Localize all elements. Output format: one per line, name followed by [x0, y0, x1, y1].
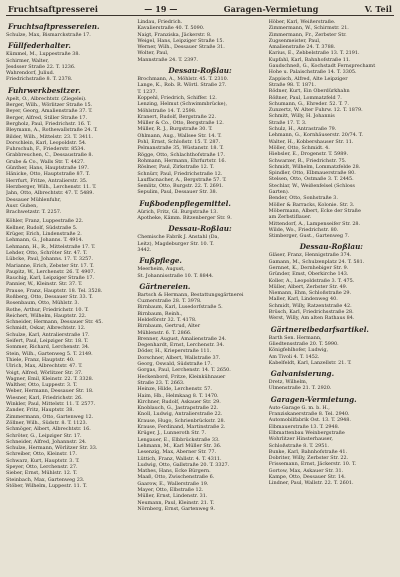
- directory-entry: Krause, Hugo, Schrienbrückstr. 28.: [137, 417, 226, 424]
- section-heading: Gärtnereibedarfsartikel.: [270, 324, 369, 334]
- directory-entry: Schumann, G., Ehreder. 52. T. 7.: [268, 100, 349, 107]
- column-1: [6, 19, 131, 572]
- directory-entry: Straße 98. T. 1871.: [268, 81, 316, 88]
- directory-entry: Höber, Karl, Weißerstraße.: [268, 19, 336, 25]
- directory-entry: Gortow, Max, Askauer Str. 31.: [268, 467, 344, 474]
- directory-entry: Apelt, O., Albrechtstr. (Ziegelei).: [6, 95, 87, 102]
- directory-entry: Maller, Karl, Lindenweg 40.: [268, 296, 338, 303]
- directory-entry: Bleymann, A., Rothewallstraße 24. T.: [6, 127, 98, 134]
- directory-entry: Pannier, W., Kleinstr. Str. 37. T.: [6, 281, 83, 288]
- directory-entry: Schulze, Hermann, Wörlitzer Str. 33.: [6, 445, 98, 452]
- directory-entry: Maaß, Otto, Zwischenstraße 6.: [137, 474, 215, 481]
- directory-entry: Winkler, Paul, Mittelstr. 11. T. 2577.: [6, 401, 96, 408]
- directory-entry: St. Johannisstraße 10. T. 8844.: [137, 272, 214, 279]
- directory-entry: Rosenbaum, Otto, Mühlstr. 3.: [6, 300, 80, 307]
- directory-entry: Lauffacnacher, A., Bergstraße 57. T.: [137, 176, 227, 183]
- directory-entry: Dorschner, Albert, Wallstraße 37.: [137, 354, 221, 361]
- directory-entry: Ulmenstraße 21. T. 2920.: [268, 385, 332, 392]
- directory-entry: Berger, Wilh., Wörlitzer Straße 15.: [6, 102, 93, 109]
- directory-entry: Gaudschneß, G., Kochstadt Fernsprechamt: [268, 63, 376, 70]
- directory-entry: Müller & Co., Otto, Bergstraße 12.: [137, 120, 224, 127]
- directory-entry: Dessauer Mühlenfuhr,: [6, 196, 62, 203]
- section-heading: Garagen-Vermietung.: [270, 394, 357, 404]
- section-heading: Dessau-Roßlau:: [299, 242, 363, 252]
- directory-entry: Zunzertz, W. Alter Fuhrw. 12. T. 1879.: [268, 107, 363, 114]
- directory-entry: Am Tivoli 4. T. 1452.: [268, 353, 320, 360]
- directory-entry: Mayer, Otto, Elbstraße 12.: [137, 487, 204, 493]
- directory-entry: Brüsch, Karl, Friedrichsstraße 28.: [268, 309, 354, 316]
- directory-entry: Gründer, Emst, Oberkirche 143.: [268, 271, 349, 278]
- directory-entry: Bartsch & Hermann, Bestattungsgärtnerei: [137, 291, 244, 298]
- directory-entry: Zimmermann, W., Schirmstr. 21.: [268, 25, 349, 32]
- running-head: [6, 4, 394, 16]
- directory-entry: Zöllner, Wilh., Südstr. 8. T. 1123.: [6, 419, 88, 426]
- directory-entry: Pohl, Ernst, Schloßstr. 15. T. 287.: [137, 139, 221, 146]
- directory-entry: Stechlar, W., Weißenfelsel (Schloss: [268, 182, 355, 189]
- directory-entry: Mittendorf, A., Lampenseifer Str. 28.: [268, 220, 361, 227]
- directory-entry: Sommer, Richard, Lerchenstr. 34.: [6, 344, 90, 351]
- directory-entry: Hiebsler, E., Drogenstr. T. 5989.: [268, 151, 349, 158]
- directory-entry: Semlitz, Otto, Burgstr. 22. T. 2691.: [137, 183, 224, 190]
- directory-entry: Schwarz, Kurt, Hauptstr. 3. T.: [6, 457, 80, 464]
- directory-entry: Ulrich, Max, Albrechtstr. 47. T.: [6, 363, 83, 370]
- directory-entry: Zappisch, Alfred, Alte Leipziger: [268, 75, 348, 82]
- directory-entry: Gorgas, Paul, Lerchenstr. 14. T. 2650.: [137, 367, 231, 374]
- directory-entry: Rößner, Paul, Lommatzfeld 7.: [268, 94, 342, 101]
- directory-entry: Niemann, Ehm, Schloßstraße 29.: [268, 290, 352, 297]
- directory-entry: Krause, Ferdinand, Martinstraße 2.: [137, 424, 226, 431]
- directory-entry: Gernnet, K., Dernhebiger Str. 9.: [268, 264, 349, 271]
- directory-entry: Schulz, H., Antrastraße 79.: [268, 126, 337, 133]
- directory-entry: Herzberger, Wilh., Lerchenstr. 11. T.: [6, 183, 97, 190]
- directory-entry: Wolter, Paul,: [137, 50, 169, 57]
- directory-entry: Schwarzer, R., Friedrichstr. 75.: [268, 157, 347, 164]
- directory-entry: Wilde, Wo., Friedrichstr. 80.: [268, 226, 339, 233]
- directory-entry: Schulze, Karl, Antralierstraße 17.: [6, 331, 90, 338]
- directory-entry: Müller, Ernst, Lindenstr. 31.: [137, 493, 208, 500]
- directory-entry: Georg, Oswald, Südstraße 17.: [137, 361, 212, 368]
- directory-entry: Zimmermann, Otto, Gartenweg 12.: [6, 413, 94, 420]
- directory-entry: Fuhrschuh, F., Friederstr. 8534.: [6, 146, 86, 153]
- directory-entry: Degenhardt, Ernst, Lerchenstr. 34.: [137, 342, 225, 349]
- directory-entry: Schreiber, Otto, Kleinstr. 17.: [6, 451, 77, 458]
- directory-entry: Hohe u. Palaischstraße 14. T. 3305.: [268, 69, 357, 76]
- directory-entry: Friedrichstraße 8. T. 2378.: [6, 76, 73, 83]
- directory-entry: Dobriter, Willy, Zerbster Str. 22.: [268, 455, 349, 462]
- directory-entry: Öhlmann, Aug., Wallsee Str. 14. T.: [137, 132, 222, 139]
- column-3: [269, 19, 394, 572]
- directory-entry: Mathes, Hans, Ecke Bürgern.: [137, 468, 211, 475]
- directory-entry: Zimmermann, Fr., Zerbster Str.: [268, 31, 347, 38]
- section-heading: Füllfederhalter.: [8, 41, 71, 51]
- directory-entry: Weber, Hermann, Dessauer Str. 18.: [6, 388, 94, 395]
- directory-entry: Kümmel, M., Luppestraße 38.: [6, 51, 80, 58]
- directory-entry: Bender, Otto, Sonhstraße 3.: [268, 195, 338, 202]
- directory-entry: Birnbaum, Gertrud, Alter: [137, 323, 201, 330]
- directory-entry: Knoblauch, G., Jastrapstraße 22.: [137, 405, 219, 412]
- directory-entry: Lengauer, E., Elbbrückstraße 33.: [137, 436, 220, 443]
- column-2: [137, 19, 262, 572]
- directory-entry: Leitz), Magdeburger Str. 10. T.: [137, 240, 214, 247]
- directory-entry: Möller & Barracks, Kolonie. Str. 3.: [268, 201, 355, 208]
- directory-entry: Mühlenstr. 6. T. 2866.: [137, 329, 192, 336]
- directory-entry: Bunke, Karl, Bahnhofstraße 41.: [268, 448, 348, 455]
- directory-entry: Ausr. Guben,: [6, 202, 38, 209]
- directory-entry: Brachwetzstr. T. 2257.: [6, 209, 62, 216]
- directory-entry: Lehmann, G., Kornhäuserstr. 20/74. T.: [268, 132, 363, 139]
- directory-entry: Auto-Garage G. m. b. H.,: [268, 404, 330, 411]
- directory-entry: Berger, Alfred, Stiller Straße 17.: [6, 114, 87, 121]
- directory-entry: Günther, Hans, Hauptstraße 197.: [6, 165, 89, 172]
- directory-entry: Amalienstraße 24. T. 3788.: [268, 44, 336, 51]
- directory-entry: Zander, Fritz, Hauptstr. 38.: [6, 407, 74, 414]
- directory-entry: Beyer, Georg, Amalienstraße 37. T.: [6, 108, 93, 115]
- directory-entry: Stöber, Wilhelm, Luppestr. 11. T.: [6, 482, 87, 489]
- part-label: V. Teil: [364, 4, 392, 14]
- directory-entry: Kirchner, Rudolf, Askauer Str. 29.: [137, 398, 221, 405]
- directory-entry: Schmidt, Wilhelm, Lommatzfelde 28.: [268, 163, 361, 170]
- directory-entry: Aürich, Fritz, Gl. Burgstraße 13.: [137, 208, 218, 215]
- directory-entry: Rögge, Otto, Schlachthofstraße 17.: [137, 151, 225, 158]
- section-heading: Fuhrwerkbesitzer.: [8, 85, 81, 95]
- directory-entry: Rothe, Arthur, Friedrichstr. 10. T.: [6, 306, 89, 313]
- directory-entry: Lehmann, G., Johanns. T. 4914.: [6, 237, 84, 244]
- directory-entry: Schneider, Alfred, Johannstr. 24.: [6, 438, 87, 445]
- directory-entry: Brenner, August, Amalienstraße 24.: [137, 335, 227, 342]
- directory-entry: Mannstraße 24. T. 2397.: [137, 56, 198, 63]
- page-number: — 19 —: [144, 4, 178, 14]
- directory-entry: Kupfahl, Karl, Bahnhofstraße 11.: [268, 56, 351, 63]
- directory-entry: Apotheke, Kämm. Bitzenberger Str. 9.: [137, 215, 232, 222]
- directory-entry: Rödner, Kurt, Ein Oberdürkhahn: [268, 88, 350, 95]
- directory-entry: Jesdsser Straße 22. T. 1236.: [6, 63, 76, 70]
- directory-entry: Zugsenmeister, Paul,: [268, 37, 321, 44]
- directory-entry: Naigt, Franziska, Jäckerstr. 8.: [137, 31, 212, 38]
- directory-entry: Gläser, Franz, Hennigstraße 374.: [268, 252, 352, 259]
- directory-entry: Lindner, Paul, Wallstr. 22. T. 2601.: [268, 480, 354, 487]
- directory-entry: 3442.: [137, 246, 152, 253]
- directory-entry: Kranert, Rudolf, Bergstraße 22.: [137, 113, 217, 120]
- directory-entry: T. 1237.: [137, 88, 157, 95]
- directory-entry: Straße 23. T. 2663.: [137, 379, 185, 386]
- directory-entry: Werner, Wilh., Dessauer Straße 31.: [137, 44, 225, 51]
- directory-entry: Knoll, Ludwig, Antralierstraße 22.: [137, 411, 223, 418]
- directory-entry: Kellner, Rudolf, Südstraße 5.: [6, 224, 78, 231]
- directory-entry: Reichert, Wilhelm, Hauptstr. 22.: [6, 312, 87, 319]
- section-heading: Dessau-Roßlau:: [168, 66, 232, 76]
- directory-entry: Koppehl, Friedrich, Schiffer. 12.: [137, 94, 217, 101]
- directory-entry: Dorschlein, Karl, Leopoldstr. 54.: [6, 139, 87, 146]
- directory-entry: Bergholz, Paul, Friedrichstr. 16. T.: [6, 120, 92, 127]
- directory-entry: Sieber, Ernst, Mühlstr. 12. T.: [6, 470, 78, 477]
- directory-entry: Kabelfeldt, Karl, Lanzellstr. 21. T.: [268, 359, 352, 366]
- directory-entry: Kavalierstraße 40. T. 5090.: [137, 25, 205, 32]
- directory-entry: Schmidt, Oskar, Albrechtstr. 12.: [6, 325, 86, 332]
- directory-entry: Schnürr, Paul, Friedrichstraße 12.: [137, 170, 223, 177]
- directory-entry: Stelsen, Otto, Ostmaße 3. T. 2445.: [268, 176, 354, 183]
- directory-entry: Königfehlhofer, Ludwig,: [268, 347, 329, 354]
- directory-entry: Karius, E., Zebbelstraße 13. T. 2191.: [268, 50, 360, 57]
- directory-entry: Walter, H., Kobbershauser Str. 11.: [268, 138, 354, 145]
- running-head-right: Garagen-Vermietung: [223, 4, 319, 14]
- directory-entry: Birnbaum, Karl, Lusedorfstraße 5.: [137, 304, 223, 311]
- directory-entry: Koller, A., Leopoldstraße 3. T. 475.: [268, 277, 355, 284]
- directory-entry: Spindler, Otto, Elbmauerstraße 80.: [268, 170, 356, 177]
- directory-entry: Wahrendorf, Juliud.: [6, 70, 55, 77]
- directory-entry: Lehmann, H., R., Mittelstraße 17. T.: [6, 243, 96, 250]
- directory-entry: Grube & Co., Walls Str. T. 4427.: [6, 158, 85, 165]
- directory-entry: Haim, Hb., Helmkaag 8. T. 1470.: [137, 392, 219, 399]
- directory-entry: Marianne, Erich, Zebster Str. 17. T.: [6, 262, 94, 269]
- directory-entry: Krüger, J., Lunneroth Str. 7.: [137, 430, 207, 437]
- section-heading: Dessau-Roßlau:: [168, 224, 232, 234]
- directory-entry: am Zerbstiflauer.: [268, 214, 312, 221]
- section-heading: Fußbodenpflegemittel.: [139, 198, 231, 208]
- directory-entry: Brochmann, A., Möhlstr. 45. T. 2310.: [137, 76, 229, 83]
- directory-entry: Thiele, Franz, Hauptstr. 40.: [6, 356, 75, 363]
- directory-entry: Heckenbord, Fritze, Kleinkühnauer: [137, 373, 226, 380]
- directory-entry: Kampe, Otto, Dessauer Str. 14.: [268, 474, 346, 480]
- directory-entry: Straße 17. T. 3.: [268, 119, 307, 126]
- directory-entry: Schmöger, Albert, Albrechtstr. 16.: [6, 426, 91, 433]
- directory-entry: Lüttich, Franz, Wallstr. 4. T. 4311.: [137, 455, 222, 462]
- directory-entry: Wohrlitzer Hinsterhauser,: [268, 436, 333, 443]
- directory-entry: Müller, R. J., Burgstraße 30. T.: [137, 126, 213, 133]
- directory-entry: Barth Sen. Hermann,: [268, 334, 322, 341]
- directory-entry: Franziskanerstraße 8. Tel. 2940.: [268, 411, 350, 418]
- directory-entry: Wagner, Emil, Kleinstr. 22. T. 3328.: [6, 375, 94, 382]
- directory-entry: Voigt, Alfred, Wörlitzer Str. 37.: [6, 369, 83, 376]
- directory-entry: Schloßstraße 8. T. 2951.: [268, 442, 329, 449]
- section-heading: Fußpflege.: [139, 256, 182, 266]
- directory-entry: Lehder, Otto, Schröter Str. 47. T.: [6, 249, 88, 256]
- directory-entry: Cuznerstraße 28. T. 3978.: [137, 298, 202, 305]
- directory-entry: Neumann, Paul, Kleinstr. 21. T.: [137, 499, 215, 506]
- directory-entry: Jahn, Otto, Albrechtstr. 47. T. 5489.: [6, 190, 94, 197]
- directory-entry: Rauchig, Karl, Leipziger Straße 17.: [6, 275, 95, 282]
- directory-entry: Bilder, Wilh., Mittelstr. 23. T. 3411.: [6, 133, 93, 140]
- directory-entry: Möller, Otto, Schmidt. 4.: [268, 144, 330, 151]
- directory-entry: Meerheim, August,: [137, 266, 185, 273]
- directory-entry: Prause, Franz, Hauptstr. 18. Tel. 3528.: [6, 287, 103, 294]
- directory-entry: Heldeförstr 32. T. 4178.: [137, 316, 197, 323]
- directory-entry: Gaarow, E., Wallerstraße 19.: [137, 480, 209, 487]
- directory-entry: Köhler, Franz, Luppestraße 22.: [6, 218, 84, 225]
- directory-entry: Chemische Fabrik J. Anstahl (Da,: [137, 234, 220, 241]
- directory-entry: Pelmanstraße 35, Wüstanstr. 18. T.: [137, 145, 224, 152]
- directory-entry: Lübcke, Paul, Johanns. 17. T. 3257.: [6, 256, 93, 263]
- directory-entry: Automobilfabrik Ost. 13. T. 2948.: [268, 417, 351, 424]
- directory-entry: Lenzing, Helmut (Schwimmbrücke),: [137, 101, 228, 108]
- directory-entry: Gamann, M., Schulzenplatz 24. T. 581.: [268, 258, 365, 265]
- directory-entry: Roßberg, Otto, Dessauer Str. 33. T.: [6, 293, 93, 300]
- directory-entry: Stein, Wilh., Gartenweg 5. T. 2149.: [6, 350, 93, 357]
- directory-entry: Schmidt, Willy, Ratzentstraße 42.: [268, 302, 352, 309]
- directory-entry: Speyer, Otto, Lerchenstr. 27.: [6, 464, 78, 470]
- directory-entry: Grabbreuchen, C., Dessaustraße 8.: [6, 152, 94, 159]
- directory-entry: Herrfurt, Fritze, Antralierstr. 35.: [6, 177, 88, 184]
- directory-entry: Schneider, Hermann, Dessauer Str. 45.: [6, 319, 103, 326]
- directory-entry: Möhlstraße 14. T. 2598.: [137, 107, 197, 114]
- columns: [6, 19, 394, 572]
- directory-entry: Werst, Willy, Am alten Rathaus 84.: [268, 315, 355, 322]
- directory-entry: Lesenzig, Max, Aberner Str. 77.: [137, 449, 217, 456]
- directory-entry: Gliedtensstraße 20. T. 5990.: [268, 340, 339, 347]
- section-heading: Gärtnereien.: [139, 281, 191, 291]
- directory-entry: Hänicke, Otto, Hauptstraße 87. T.: [6, 171, 90, 178]
- directory-entry: Birnbaum, Reinh.,: [137, 310, 183, 317]
- directory-entry: Möbermann, Albert, Ecke der Straße: [268, 207, 361, 214]
- directory-entry: Ludwig, Otto, Gallstraße 20. T. 3327.: [137, 461, 230, 468]
- directory-entry: Stimberger, Gust., Gartenweg 7.: [268, 233, 350, 240]
- section-heading: Fruchtsaftpressereien.: [8, 22, 100, 31]
- directory-entry: Röslner, Paul, Zirkstraße 12. T.: [137, 164, 214, 171]
- directory-entry: Dretz, Wilhelm,: [268, 379, 308, 386]
- directory-entry: Schulze, Max, Bismarckstraße 17.: [6, 32, 91, 38]
- directory-entry: Schröter, G., Leipziger Str. 17.: [6, 432, 82, 439]
- directory-entry: Elbmauerstraße 13. T. 2948.: [268, 423, 340, 430]
- directory-entry: Steinbach, Max, Gartenweg 23.: [6, 476, 85, 483]
- directory-entry: Seifert, Paul, Leipziger Str. 18. T.: [6, 338, 89, 345]
- directory-entry: Schmitt, Willy, H. Johannis: [268, 113, 335, 120]
- directory-entry: Döder, H., Krieperstraße 111.: [137, 348, 212, 355]
- directory-entry: Krüger, Erich, Lindenstraße 2.: [6, 231, 82, 238]
- directory-entry: Lehmann, M., Karl Müller Str. 36.: [137, 442, 222, 449]
- directory-entry: Rohmann, Hermann, Ehrfurtstr. 16.: [137, 157, 227, 164]
- directory-entry: Wiesner, Karl, Friedrichstr. 26.: [6, 394, 83, 401]
- directory-entry: Weigel, Hans, Leipziger Straße 15.: [137, 37, 225, 44]
- directory-entry: Garten).: [268, 189, 290, 196]
- directory-entry: Lindau, Friedrich.: [137, 19, 183, 25]
- directory-entry: Nörnberg, Ernst, Gartenweg 9.: [137, 505, 215, 512]
- directory-entry: Frissemann, Ernst, Jäckerstr. 10. T.: [268, 461, 357, 468]
- directory-entry: Elbmattenbau Weinbergstraße: [268, 429, 345, 436]
- running-head-left: Fruchtsaftpresserei: [8, 4, 99, 14]
- directory-entry: Walther, Otto, Luppestr. 3. T.: [6, 382, 78, 389]
- directory-entry: Paupitz, W., Lerchenstr. 26. T. 4907.: [6, 268, 96, 275]
- directory-entry: Lange, K., Rob. R. Wörtl. Straße 27.: [137, 82, 227, 89]
- directory-entry: Schirmer, Walter,: [6, 57, 49, 64]
- directory-entry: Müller, Albert, Zerbster Str. 49.: [268, 283, 348, 290]
- directory-entry: Heinze, Hilde, Lerchenstr. 57.: [137, 386, 212, 393]
- section-heading: Galvanisierung.: [270, 369, 335, 379]
- directory-entry: Sepulim, Paul, Dessauer Str. 38.: [137, 189, 218, 196]
